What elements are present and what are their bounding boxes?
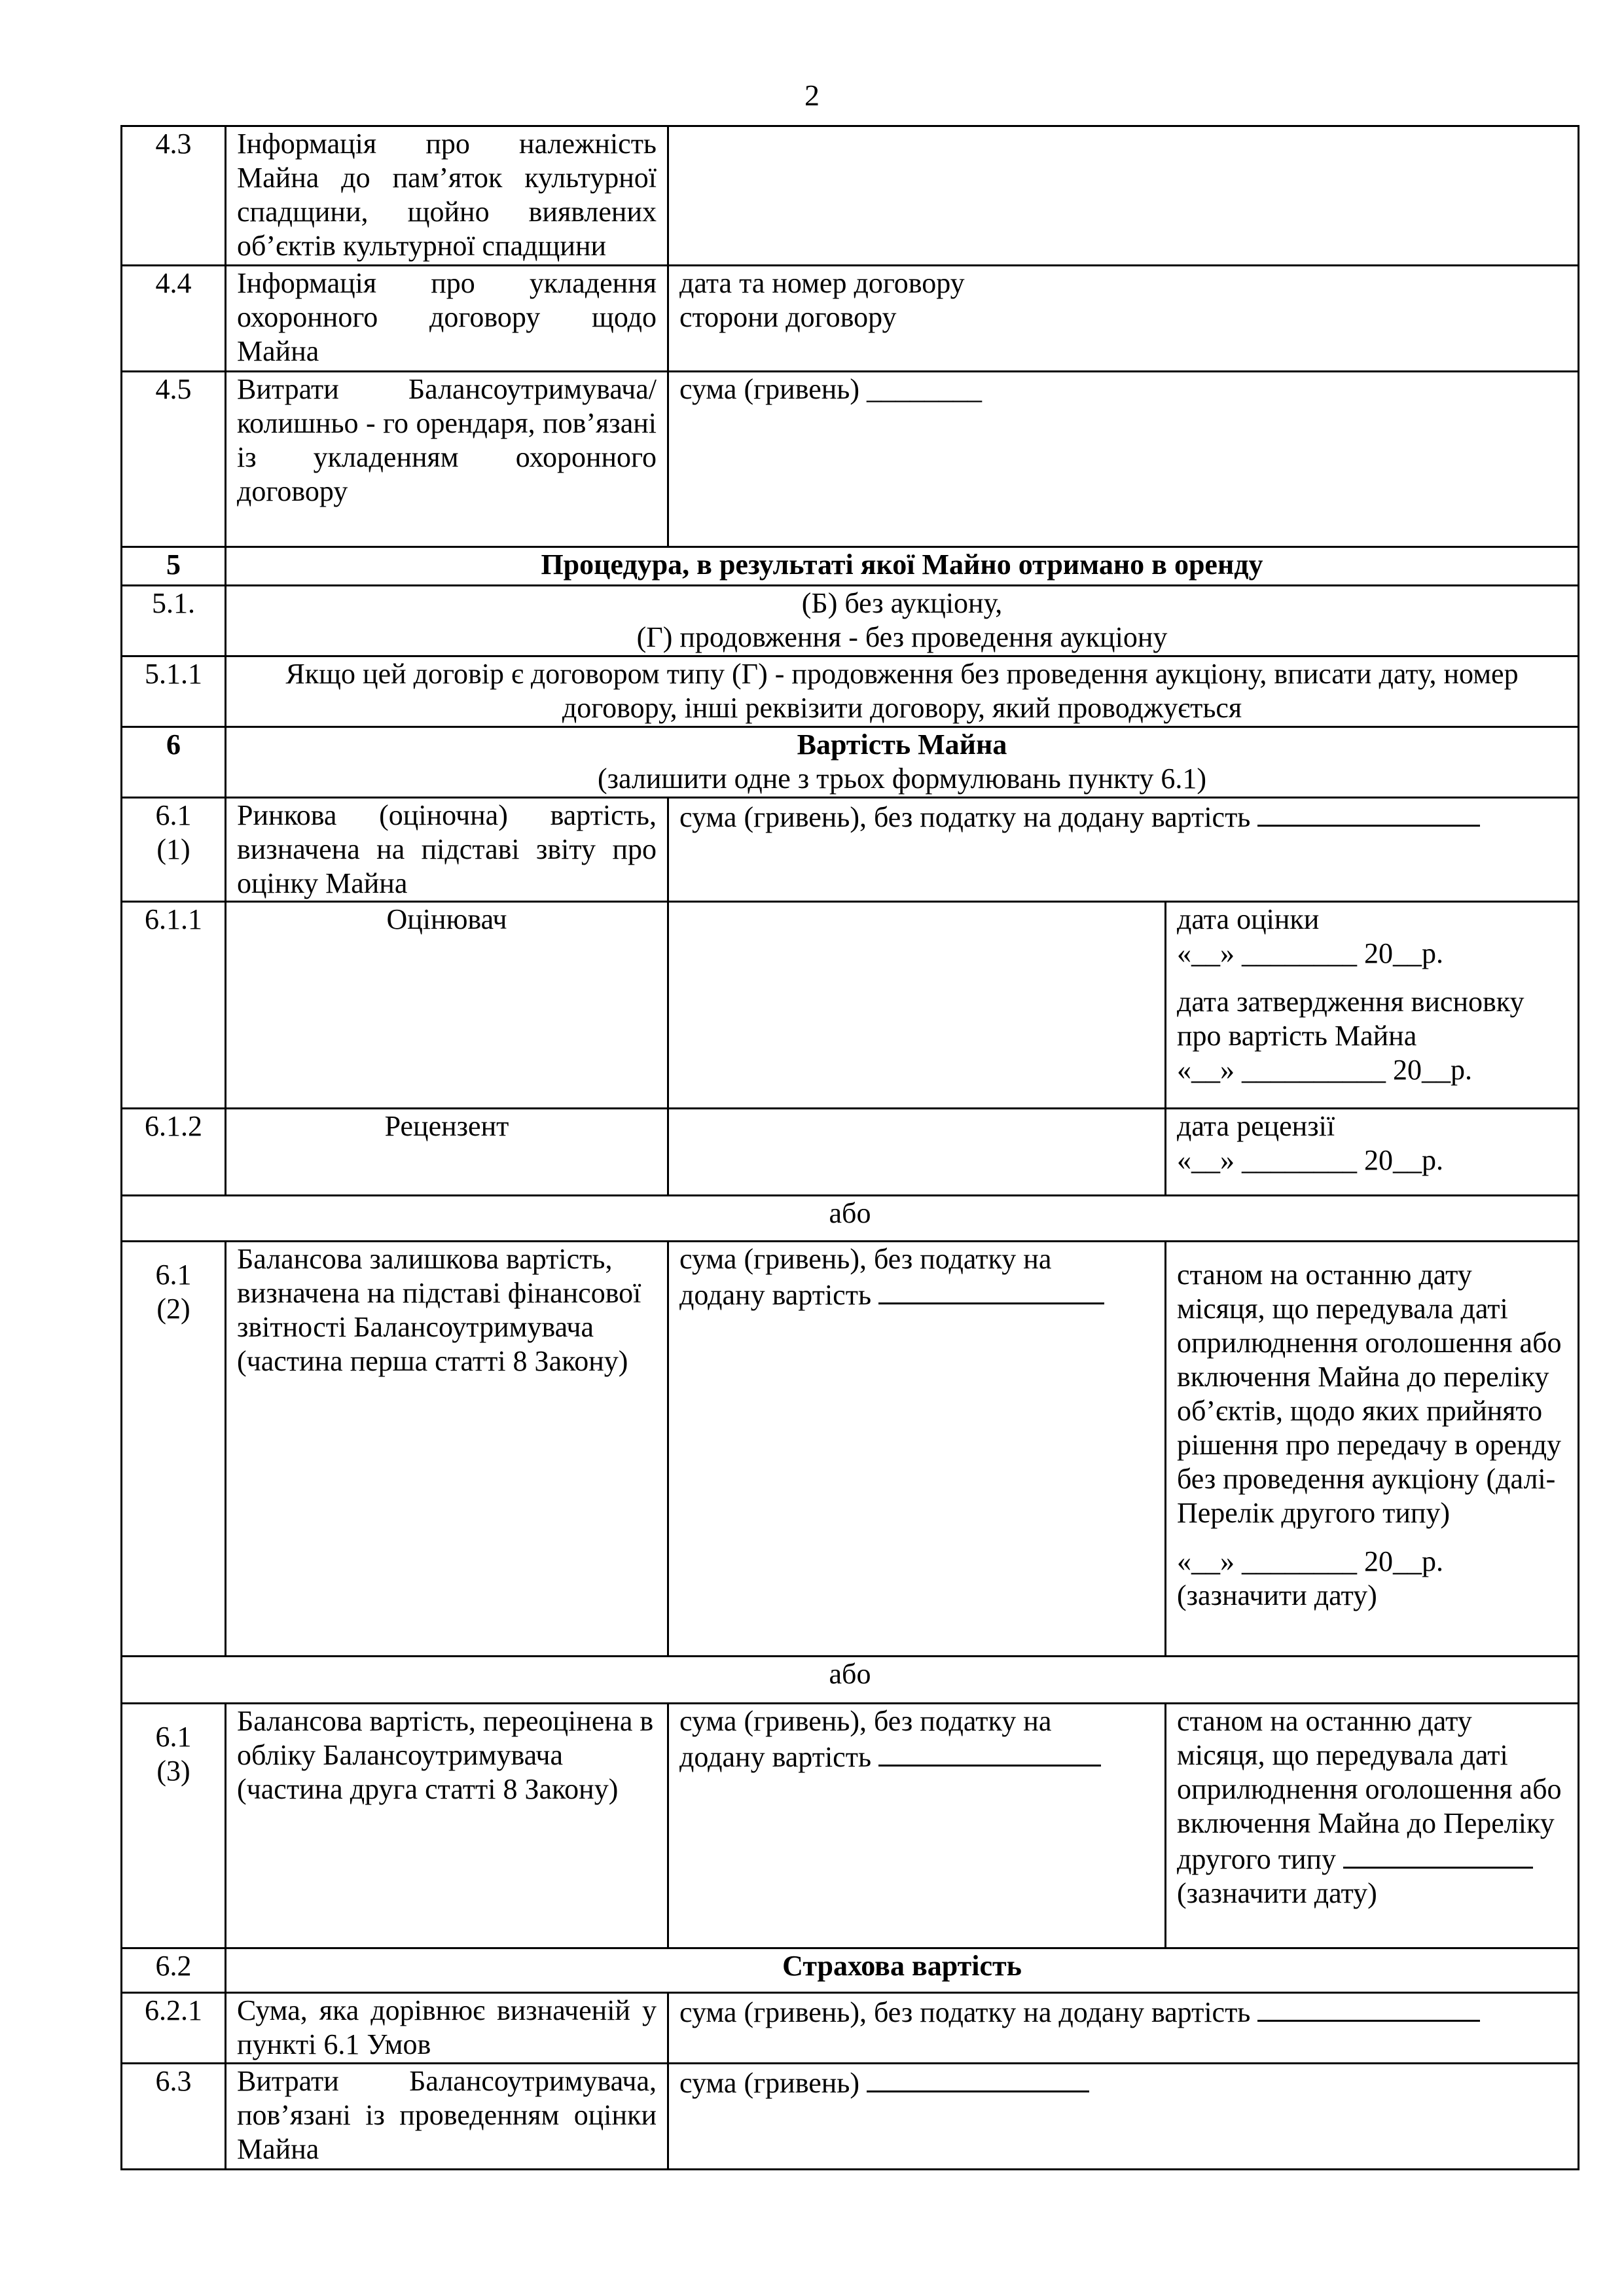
row-number-variant: (3) bbox=[156, 1755, 190, 1787]
row-number bbox=[122, 798, 226, 902]
row-label: Балансова залишкова вартість, визначена на підставі фінансової звітності Балансоутримувача (частина перша статті 8 Закону) bbox=[226, 1242, 668, 1657]
row-label: Ринкова (оціночна) вартість, визначена на підставі звіту про оцінку Майна bbox=[226, 798, 668, 902]
table-row-6-1-1 bbox=[122, 798, 1579, 902]
table-row-5-1-1 bbox=[122, 656, 1579, 727]
amount-field[interactable] bbox=[668, 1242, 1166, 1657]
page-number: 2 bbox=[804, 79, 820, 112]
table-row-4-3 bbox=[122, 126, 1579, 266]
table-row-6 bbox=[122, 727, 1579, 798]
date-hint: (зазначити дату) bbox=[1177, 1877, 1377, 1909]
row-number-variant: (2) bbox=[156, 1293, 190, 1325]
date-hint: (зазначити дату) bbox=[1177, 1579, 1377, 1611]
table-row-6-2 bbox=[122, 1948, 1579, 1993]
section-number: 5 bbox=[122, 547, 226, 586]
table-row-5 bbox=[122, 547, 1579, 586]
table-row-6-2-1 bbox=[122, 1993, 1579, 2064]
row-number: 6.1.1 bbox=[122, 902, 226, 1109]
conditions-table bbox=[120, 125, 1579, 2170]
amount-label-cont: додану вартість bbox=[679, 1741, 872, 1773]
review-date-field[interactable]: «__» ________ 20__р. bbox=[1177, 1144, 1443, 1176]
review-dates bbox=[1166, 1109, 1579, 1196]
row-number-main: 6.1 bbox=[155, 799, 192, 831]
table-row-6-3 bbox=[122, 2064, 1579, 2170]
row-value-field[interactable] bbox=[668, 266, 1579, 372]
section-title: Страхова вартість bbox=[226, 1948, 1579, 1993]
row-instruction: Якщо цей договір є договором типу (Г) - продовження без проведення аукціону, вписати дату, номер договору, інші реквізити договору, який проводжується bbox=[226, 656, 1579, 727]
appraisal-date-label: дата оцінки bbox=[1177, 903, 1320, 935]
row-number: 6.3 bbox=[122, 2064, 226, 2170]
row-number: 4.4 bbox=[122, 266, 226, 372]
or-label: або bbox=[122, 1196, 1579, 1242]
amount-field[interactable] bbox=[668, 2064, 1579, 2170]
row-label: Витрати Балансоутримувача/колишньо - го орендаря, пов’язані із укладенням охоронного договору bbox=[226, 372, 668, 547]
section-number: 6 bbox=[122, 727, 226, 798]
row-value-field[interactable] bbox=[668, 126, 1579, 266]
row-number: 4.3 bbox=[122, 126, 226, 266]
contract-parties-label: сторони договору bbox=[679, 301, 897, 333]
or-separator bbox=[122, 1657, 1579, 1704]
approval-date-field[interactable]: «__» __________ 20__р. bbox=[1177, 1054, 1472, 1086]
table-row-6-1-2 bbox=[122, 1109, 1579, 1196]
amount-field[interactable] bbox=[668, 1993, 1579, 2064]
appraisal-date-field[interactable]: «__» ________ 20__р. bbox=[1177, 937, 1443, 969]
appraiser-field[interactable] bbox=[668, 902, 1166, 1109]
row-number: 5.1. bbox=[122, 586, 226, 656]
row-number: 6.2.1 bbox=[122, 1993, 226, 2064]
row-label: Сума, яка дорівнює визначеній у пункті 6.1 Умов bbox=[226, 1993, 668, 2064]
contract-date-number-label: дата та номер договору bbox=[679, 267, 965, 299]
amount-field[interactable] bbox=[668, 798, 1579, 902]
note-text: станом на останню дату місяця, що передувала даті оприлюднення оголошення або включення Майна до переліку об’єктів, щодо яких прийнято рішення про передачу в оренду без проведення аукціону (далі- Перелік другого типу) bbox=[1177, 1259, 1562, 1529]
table-row-6-1-1-appraiser bbox=[122, 902, 1579, 1109]
amount-label: сума (гривень), без податку на bbox=[679, 1705, 1052, 1737]
amount-label: сума (гривень), без податку на додану вартість bbox=[679, 801, 1251, 833]
row-number-main: 6.1 bbox=[155, 1259, 192, 1291]
row-label: Інформація про укладення охоронного договору щодо Майна bbox=[226, 266, 668, 372]
row-number: 4.5 bbox=[122, 372, 226, 547]
section-title: Вартість Майна bbox=[797, 728, 1007, 761]
row-number bbox=[122, 1242, 226, 1657]
row-number-main: 6.1 bbox=[155, 1721, 192, 1753]
amount-field[interactable] bbox=[668, 1704, 1166, 1948]
date-blank[interactable] bbox=[1343, 1840, 1533, 1869]
amount-blank[interactable] bbox=[1257, 798, 1480, 827]
amount-label: сума (гривень) bbox=[679, 2067, 859, 2099]
row-label: Балансова вартість, переоцінена в обліку Балансоутримувача (частина друга статті 8 Закону) bbox=[226, 1704, 668, 1948]
amount-label-cont: додану вартість bbox=[679, 1279, 872, 1311]
valuation-date-note bbox=[1166, 1704, 1579, 1948]
procedure-options bbox=[226, 586, 1579, 656]
row-label: Інформація про належність Майна до пам’яток культурної спадщини, щойно виявлених об’єктів культурної спадщини bbox=[226, 126, 668, 266]
table-row-6-1-3-option bbox=[122, 1704, 1579, 1948]
reviewer-field[interactable] bbox=[668, 1109, 1166, 1196]
valuation-date-note bbox=[1166, 1242, 1579, 1657]
amount-field[interactable]: сума (гривень) ________ bbox=[668, 372, 1579, 547]
review-date-label: дата рецензії bbox=[1177, 1110, 1335, 1142]
amount-blank[interactable] bbox=[878, 1276, 1104, 1304]
table-row-4-5 bbox=[122, 372, 1579, 547]
amount-label: сума (гривень), без податку на додану вартість bbox=[679, 1996, 1251, 2028]
row-number bbox=[122, 1704, 226, 1948]
table-row-5-1 bbox=[122, 586, 1579, 656]
amount-blank[interactable] bbox=[878, 1738, 1101, 1767]
or-separator bbox=[122, 1196, 1579, 1242]
section-subtitle: (залишити одне з трьох формулювань пункту 6.1) bbox=[597, 762, 1207, 795]
option-g: (Г) продовження - без проведення аукціону bbox=[636, 621, 1168, 653]
table-row-4-4 bbox=[122, 266, 1579, 372]
amount-label: сума (гривень), без податку на bbox=[679, 1243, 1052, 1275]
row-number: 6.2 bbox=[122, 1948, 226, 1993]
section-header bbox=[226, 727, 1579, 798]
row-number: 5.1.1 bbox=[122, 656, 226, 727]
approval-date-label: дата затвердження висновку про вартість Майна bbox=[1177, 986, 1525, 1052]
row-number: 6.1.2 bbox=[122, 1109, 226, 1196]
row-number-variant: (1) bbox=[156, 833, 190, 865]
note-text: станом на останню дату місяця, що передувала даті оприлюднення оголошення або включення Майна до Переліку другого типу bbox=[1177, 1705, 1562, 1875]
or-label: або bbox=[122, 1657, 1579, 1704]
option-b: (Б) без аукціону, bbox=[801, 587, 1003, 619]
row-label: Оцінювач bbox=[226, 902, 668, 1109]
row-label: Витрати Балансоутримувача, пов’язані із проведенням оцінки Майна bbox=[226, 2064, 668, 2170]
table-row-6-1-2-option bbox=[122, 1242, 1579, 1657]
amount-blank[interactable] bbox=[867, 2064, 1089, 2092]
appraisal-dates bbox=[1166, 902, 1579, 1109]
date-field[interactable]: «__» ________ 20__р. bbox=[1177, 1545, 1443, 1577]
row-label: Рецензент bbox=[226, 1109, 668, 1196]
section-title: Процедура, в результаті якої Майно отримано в оренду bbox=[226, 547, 1579, 586]
amount-blank[interactable] bbox=[1257, 1994, 1480, 2022]
